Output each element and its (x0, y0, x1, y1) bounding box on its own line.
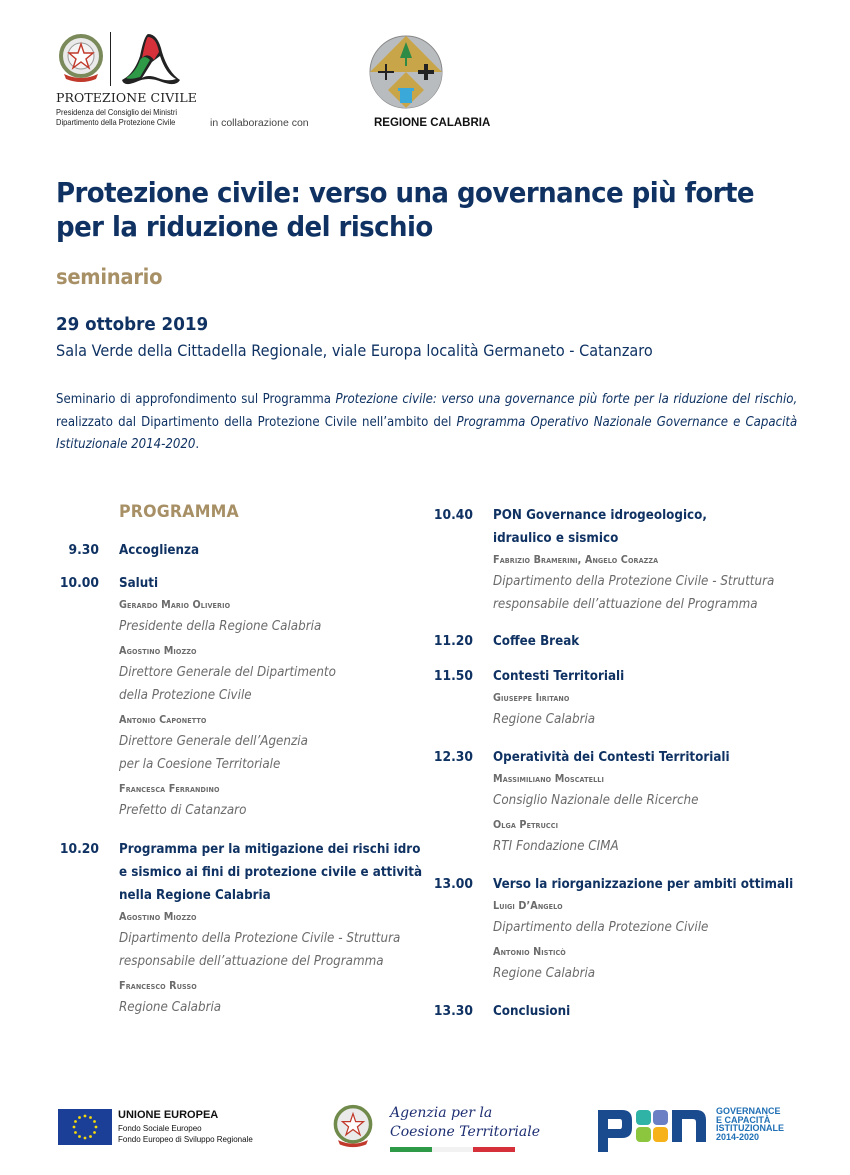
program-topic: e sismico ai fini di protezione civile e attività (119, 865, 423, 880)
speaker-name: Francesco Russo (119, 980, 197, 992)
eu-star (93, 1120, 96, 1123)
speaker-name: Fabrizio Bramerini, Angelo Corazza (493, 554, 659, 566)
program-heading: PROGRAMMA (119, 502, 239, 522)
speaker-role: Prefetto di Catanzaro (119, 803, 247, 818)
speaker-role: responsabile dell’attuazione del Programma (119, 954, 384, 969)
speaker-role: RTI Fondazione CIMA (493, 839, 619, 854)
speaker-role: Dipartimento della Protezione Civile - Struttura (119, 931, 401, 946)
event-type: seminario (56, 265, 163, 289)
program-topic: idraulico e sismico (493, 531, 619, 546)
program-topic: Coffee Break (493, 634, 580, 649)
program-topic: Contesti Territoriali (493, 669, 625, 684)
speaker-role: Dipartimento della Protezione Civile (493, 920, 709, 935)
eu-star (95, 1126, 98, 1129)
speaker-role: Regione Calabria (119, 1000, 222, 1015)
agency-name-line-1: Agenzia per la (390, 1105, 493, 1121)
regione-calabria-crest-icon (368, 32, 444, 112)
intro-text-1: Seminario di approfondimento sul Programma (56, 392, 336, 407)
organizer-name: PROTEZIONE CIVILE (56, 90, 198, 105)
collaboration-label: in collaborazione con (210, 117, 309, 129)
speaker-role: per la Coesione Territoriale (119, 757, 281, 772)
speaker-role: responsabile dell’attuazione del Programma (493, 597, 758, 612)
speaker-name: Giuseppe Iiritano (493, 692, 570, 704)
event-venue: Sala Verde della Cittadella Regionale, viale Europa località Germaneto - Catanzaro (56, 341, 653, 360)
eu-fund-2: Fondo Europeo di Sviluppo Regionale (118, 1135, 253, 1144)
speaker-name: Antonio Nisticò (493, 946, 566, 958)
eu-star (93, 1131, 96, 1134)
speaker-name: Massimiliano Moscatelli (493, 773, 604, 785)
pon-label-3: ISTITUZIONALE (716, 1123, 784, 1133)
italian-tricolor-bar (390, 1147, 515, 1152)
speaker-name: Gerardo Mario Oliverio (119, 599, 231, 611)
eu-fund-1: Fondo Sociale Europeo (118, 1124, 202, 1133)
agency-name-line-2: Coesione Territoriale (390, 1124, 541, 1140)
event-title (56, 176, 763, 244)
pon-label-2: E CAPACITÀ (716, 1114, 771, 1125)
speaker-name: Francesca Ferrandino (119, 783, 220, 795)
event-title-line-1: Protezione civile: verso una governance più forte (56, 176, 754, 209)
organizer-subtitle-2: Dipartimento della Protezione Civile (56, 118, 176, 127)
eu-star (74, 1120, 77, 1123)
program-topic: PON Governance idrogeologico, (493, 508, 707, 523)
pon-label-1: GOVERNANCE (716, 1106, 781, 1116)
intro-pon-name: Programma Operativo Nazionale Governance e Capacità Istituzionale 2014-2020 (56, 414, 798, 452)
speaker-role: Regione Calabria (493, 712, 596, 727)
speaker-role: Regione Calabria (493, 966, 596, 981)
protezione-civile-mark-icon (118, 32, 182, 88)
program-topic: Accoglienza (119, 543, 200, 558)
program-topic: Programma per la mitigazione dei rischi idro (119, 842, 421, 857)
speaker-name: Luigi D’Angelo (493, 900, 563, 912)
eu-star (89, 1116, 92, 1119)
program-topic: Verso la riorganizzazione per ambiti ottimali (493, 877, 794, 892)
program-time: 10.00 (59, 576, 99, 591)
pon-label (716, 1107, 784, 1141)
intro-paragraph (56, 389, 797, 457)
program-time: 10.20 (59, 842, 99, 857)
organizer-subtitle-1: Presidenza del Consiglio dei Ministri (56, 108, 178, 117)
speaker-role: della Protezione Civile (119, 688, 252, 703)
eu-flag-icon (58, 1109, 112, 1145)
protezione-civile-logo (56, 32, 198, 132)
logo-divider (110, 32, 111, 86)
program-topic: Operatività dei Contesti Territoriali (493, 750, 730, 765)
speaker-name: Olga Petrucci (493, 819, 559, 831)
partner-name: REGIONE CALABRIA (374, 117, 491, 129)
program-time: 13.00 (433, 877, 473, 892)
pon-label-4: 2014-2020 (716, 1131, 760, 1142)
speaker-role: Consiglio Nazionale delle Ricerche (493, 793, 699, 808)
eu-star (78, 1116, 81, 1119)
speaker-name: Antonio Caponetto (119, 714, 207, 726)
event-date: 29 ottobre 2019 (56, 314, 209, 335)
speaker-role: Direttore Generale dell’Agenzia (119, 734, 308, 749)
speaker-role: Presidente della Regione Calabria (119, 619, 322, 634)
italian-emblem-icon (56, 32, 106, 84)
italian-emblem-icon (331, 1101, 375, 1151)
intro-text-3: . (195, 437, 200, 452)
event-title-line-2: per la riduzione del rischio (56, 210, 433, 243)
program-time: 9.30 (68, 543, 99, 558)
intro-text-2: realizzato dal Dipartimento della Protezione Civile nell’ambito del (56, 414, 457, 430)
eu-stars-icon (58, 1109, 112, 1145)
speaker-role: Direttore Generale del Dipartimento (119, 665, 336, 680)
program-topic: Saluti (119, 576, 159, 591)
eu-star (84, 1115, 87, 1118)
program-time: 13.30 (433, 1004, 473, 1019)
agency-name (390, 1104, 540, 1142)
eu-star (78, 1135, 81, 1138)
intro-program-name: Protezione civile: verso una governance più forte per la riduzione del rischio, (335, 392, 798, 407)
program-time: 10.40 (433, 508, 473, 523)
program-time: 12.30 (433, 750, 473, 765)
speaker-name: Agostino Miozzo (119, 911, 197, 923)
program-topic: nella Regione Calabria (119, 888, 271, 903)
eu-star (89, 1135, 92, 1138)
speaker-name: Agostino Miozzo (119, 645, 197, 657)
eu-star (84, 1137, 87, 1140)
pon-logo-icon (596, 1106, 708, 1154)
program-time: 11.50 (433, 669, 473, 684)
eu-title: UNIONE EUROPEA (118, 1109, 219, 1121)
program-time: 11.20 (433, 634, 473, 649)
speaker-role: Dipartimento della Protezione Civile - Struttura (493, 574, 775, 589)
program-topic: Conclusioni (493, 1004, 571, 1019)
eu-star (74, 1131, 77, 1134)
eu-star (73, 1126, 76, 1129)
